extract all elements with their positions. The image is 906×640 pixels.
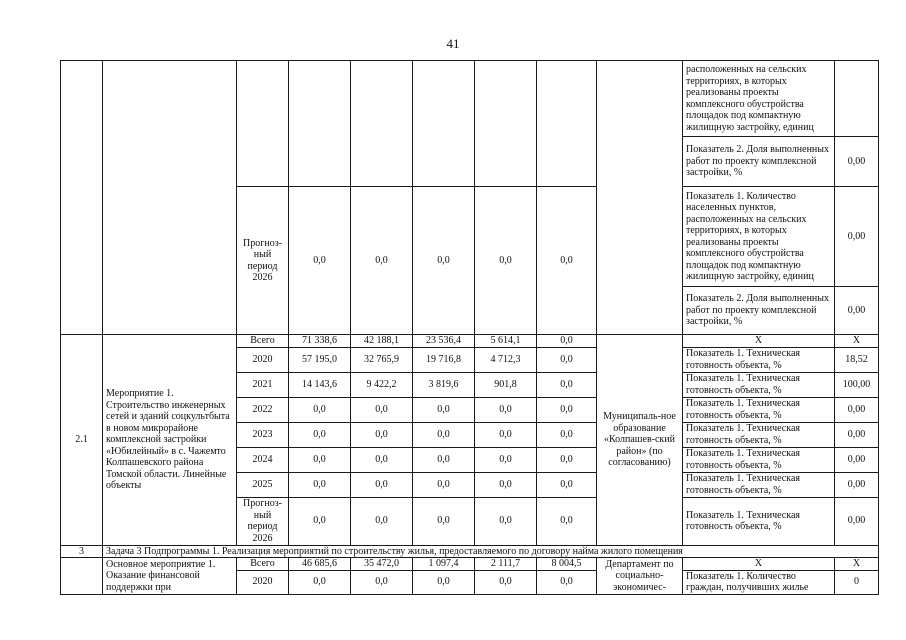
value-cell: 901,8	[475, 372, 537, 397]
value-cell: 0,0	[413, 472, 475, 497]
value-cell: 0,0	[475, 447, 537, 472]
indicator-cell: Показатель 1. Техническая готовность объекта, %	[683, 372, 835, 397]
value-cell: 0,0	[537, 397, 597, 422]
value-cell: 0,0	[537, 335, 597, 348]
period-cell: Прогноз-ный период 2026	[237, 187, 289, 335]
period-cell: 2024	[237, 447, 289, 472]
value-cell: 4 712,3	[475, 347, 537, 372]
value-cell: 0,0	[475, 570, 537, 594]
value-cell: 0,0	[537, 570, 597, 594]
period-cell: 2020	[237, 570, 289, 594]
value-cell: 3 819,6	[413, 372, 475, 397]
value-cell: 23 536,4	[413, 335, 475, 348]
period-cell: 2023	[237, 422, 289, 447]
indicator-cell: Х	[683, 558, 835, 571]
value-cell: 0,0	[475, 397, 537, 422]
value-cell: 46 685,6	[289, 558, 351, 571]
value-cell: 8 004,5	[537, 558, 597, 571]
value-cell: 0,0	[413, 422, 475, 447]
value-cell: 0,0	[351, 422, 413, 447]
value-cell: 0,0	[475, 497, 537, 545]
program-table	[60, 60, 879, 595]
value-cell: 0,0	[351, 497, 413, 545]
value-cell: 5 614,1	[475, 335, 537, 348]
indicator-value-cell: 0,00	[835, 497, 879, 545]
indicator-value-cell: 0,00	[835, 187, 879, 287]
indicator-value-cell: 18,52	[835, 347, 879, 372]
value-cell: 0,0	[537, 347, 597, 372]
value-cell: 14 143,6	[289, 372, 351, 397]
cell-v5-cont	[537, 61, 597, 187]
indicator-value-cell: 0,00	[835, 287, 879, 335]
value-cell: 0,0	[413, 447, 475, 472]
value-cell: 0,0	[289, 422, 351, 447]
value-cell: 42 188,1	[351, 335, 413, 348]
value-cell: 0,0	[413, 570, 475, 594]
period-cell: 2020	[237, 347, 289, 372]
cell-v3-cont	[413, 61, 475, 187]
value-cell: 0,0	[289, 397, 351, 422]
value-cell: 71 338,6	[289, 335, 351, 348]
value-cell: 0,0	[351, 472, 413, 497]
value-cell: 0,0	[413, 187, 475, 335]
value-cell: 32 765,9	[351, 347, 413, 372]
value-cell: 2 111,7	[475, 558, 537, 571]
value-cell: 0,0	[537, 447, 597, 472]
indicator-cell: Показатель 1. Количество населенных пунктов, расположенных на сельских территориях, в которых реализованы проекты комплексного обустройства площадок под компактную жилищную застройку, единиц	[683, 187, 835, 287]
task-number: 3	[61, 545, 103, 558]
indicator-cell: Х	[683, 335, 835, 348]
indicator-cell: Показатель 1. Техническая готовность объекта, %	[683, 447, 835, 472]
measure-name: Мероприятие 1. Строительство инженерных сетей и зданий соцкультбыта в новом микрорайоне комплексной застройки «Юбилейный» в с. Чажемто Колпашевского района Томской области. Линейные объекты	[103, 335, 237, 546]
value-cell: 0,0	[289, 187, 351, 335]
value-cell: 0,0	[475, 472, 537, 497]
measure-name: Основное мероприятие 1. Оказание финансовой поддержки при	[103, 558, 237, 595]
row-number: 2.1	[61, 335, 103, 546]
value-cell: 19 716,8	[413, 347, 475, 372]
value-cell: 0,0	[475, 422, 537, 447]
executor-cell: Муниципаль-ное образование «Колпашев-ский район» (по согласованию)	[597, 335, 683, 546]
cell-v1-cont	[289, 61, 351, 187]
period-cell: 2022	[237, 397, 289, 422]
executor-cell: Департамент по социально-экономичес-	[597, 558, 683, 595]
period-cell: Всего	[237, 558, 289, 571]
indicator-value-cell: 0,00	[835, 422, 879, 447]
value-cell: 0,0	[289, 472, 351, 497]
value-cell: 0,0	[475, 187, 537, 335]
value-cell: 0,0	[537, 187, 597, 335]
indicator-value-cell: Х	[835, 335, 879, 348]
value-cell: 0,0	[537, 472, 597, 497]
page-number: 41	[446, 36, 460, 51]
indicator-cell: Показатель 1. Техническая готовность объекта, %	[683, 397, 835, 422]
indicator-cell: Показатель 1. Количество граждан, получивших жилье	[683, 570, 835, 594]
value-cell: 57 195,0	[289, 347, 351, 372]
indicator-value-cell: Х	[835, 558, 879, 571]
value-cell: 0,0	[351, 570, 413, 594]
period-cell: Прогноз-ный период 2026	[237, 497, 289, 545]
cell-v4-cont	[475, 61, 537, 187]
cell-period-cont	[237, 61, 289, 187]
value-cell: 9 422,2	[351, 372, 413, 397]
value-cell: 0,0	[351, 397, 413, 422]
value-cell: 0,0	[351, 447, 413, 472]
cell-num-cont	[61, 61, 103, 335]
indicator-value-cell: 0,00	[835, 472, 879, 497]
period-cell: 2025	[237, 472, 289, 497]
cell-executor-cont	[597, 61, 683, 335]
indicator-cell: Показатель 2. Доля выполненных работ по проекту комплексной застройки, %	[683, 287, 835, 335]
indicator-cell: Показатель 1. Техническая готовность объекта, %	[683, 347, 835, 372]
value-cell: 0,0	[413, 397, 475, 422]
value-cell: 0,0	[289, 570, 351, 594]
indicator-value-cell: 0,00	[835, 137, 879, 187]
indicator-value-cell: 0,00	[835, 447, 879, 472]
indicator-cell: Показатель 2. Доля выполненных работ по проекту комплексной застройки, %	[683, 137, 835, 187]
indicator-cell: Показатель 1. Техническая готовность объекта, %	[683, 422, 835, 447]
task-title: Задача 3 Подпрограммы 1. Реализация мероприятий по строительству жилья, предоставляемого по договору найма жилого помещения	[103, 545, 879, 558]
value-cell: 0,0	[413, 497, 475, 545]
cell-num-bottom	[61, 558, 103, 595]
indicator-value-cell	[835, 61, 879, 137]
indicator-value-cell: 100,00	[835, 372, 879, 397]
cell-v2-cont	[351, 61, 413, 187]
value-cell: 1 097,4	[413, 558, 475, 571]
period-cell: 2021	[237, 372, 289, 397]
value-cell: 0,0	[537, 422, 597, 447]
value-cell: 0,0	[351, 187, 413, 335]
value-cell: 0,0	[537, 497, 597, 545]
indicator-value-cell: 0,00	[835, 397, 879, 422]
indicator-cell: расположенных на сельских территориях, в которых реализованы проекты комплексного обустройства площадок под компактную жилищную застройку, единиц	[683, 61, 835, 137]
value-cell: 0,0	[537, 372, 597, 397]
value-cell: 35 472,0	[351, 558, 413, 571]
indicator-cell: Показатель 1. Техническая готовность объекта, %	[683, 497, 835, 545]
indicator-cell: Показатель 1. Техническая готовность объекта, %	[683, 472, 835, 497]
cell-name-cont	[103, 61, 237, 335]
indicator-value-cell: 0	[835, 570, 879, 594]
value-cell: 0,0	[289, 497, 351, 545]
value-cell: 0,0	[289, 447, 351, 472]
period-cell: Всего	[237, 335, 289, 348]
